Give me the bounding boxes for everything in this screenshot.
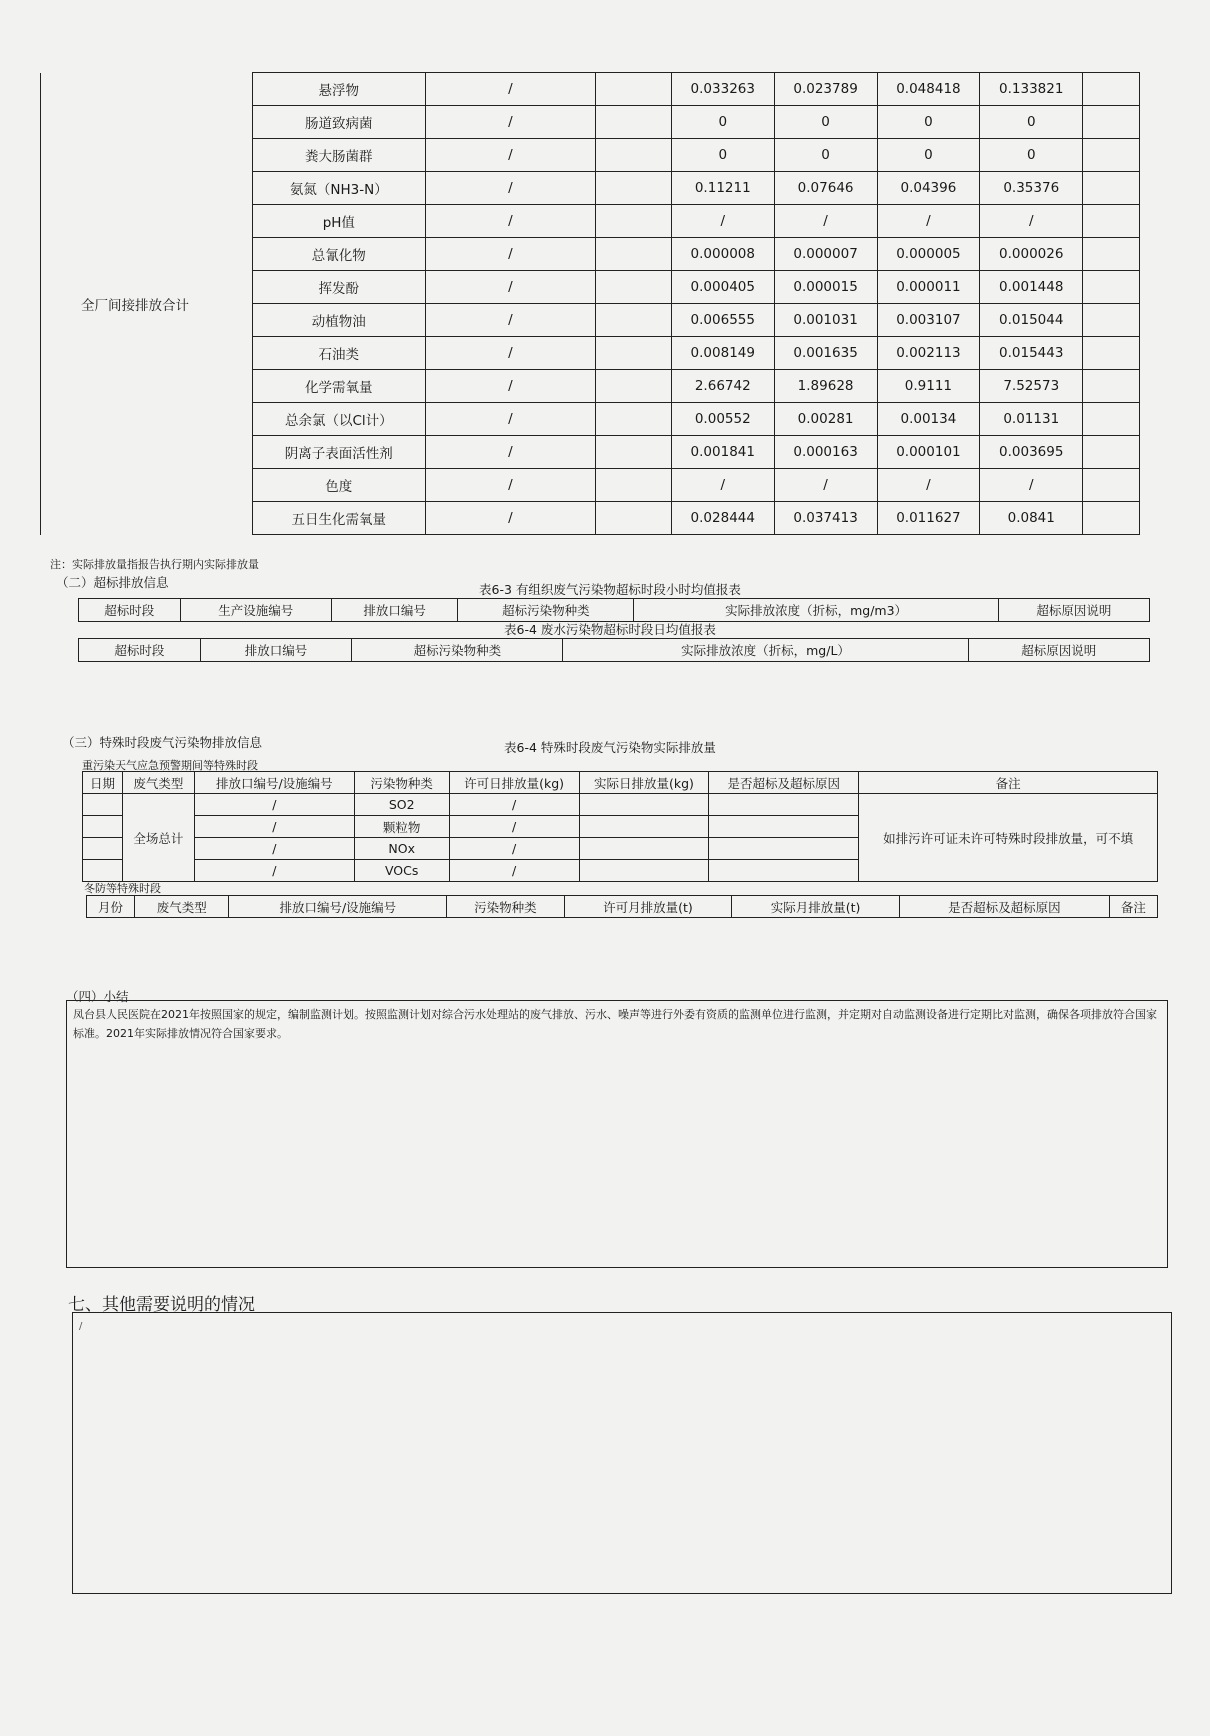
cell-v4: 0.133821 <box>980 73 1083 106</box>
cell-v2: 0.023789 <box>774 73 877 106</box>
column-header: 排放口编号 <box>331 599 457 622</box>
cell-gas-type: 全场总计 <box>122 794 194 882</box>
cell-col3 <box>596 436 672 469</box>
cell-col2: / <box>425 172 595 205</box>
column-header: 许可日排放量(kg) <box>449 772 579 794</box>
cell-date <box>83 816 123 838</box>
column-header: 污染物种类 <box>354 772 449 794</box>
cell-v5 <box>1083 403 1140 436</box>
cell-col2: / <box>425 337 595 370</box>
cell-col3 <box>596 205 672 238</box>
cell-v5 <box>1083 469 1140 502</box>
cell-v1: / <box>671 469 774 502</box>
special-period-sub2: 冬防等特殊时段 <box>84 882 161 895</box>
cell-col2: / <box>425 304 595 337</box>
cell-v3: 0.002113 <box>877 337 980 370</box>
other-notes-box <box>72 1312 1172 1594</box>
cell-col3 <box>596 172 672 205</box>
cell-v2: 0.07646 <box>774 172 877 205</box>
cell-name: 阴离子表面活性剂 <box>252 436 425 469</box>
cell-v4: 0.015044 <box>980 304 1083 337</box>
cell-v1: 0.028444 <box>671 502 774 535</box>
cell-col2: / <box>425 370 595 403</box>
column-header: 排放口编号 <box>200 639 352 662</box>
cell-v3: / <box>877 469 980 502</box>
cell-v2: 0.001635 <box>774 337 877 370</box>
cell-v1: 0.000405 <box>671 271 774 304</box>
cell-v3: 0.04396 <box>877 172 980 205</box>
column-header: 备注 <box>1109 896 1157 918</box>
cell-v2: 0.00281 <box>774 403 877 436</box>
cell-exceed <box>709 860 859 882</box>
cell-v1: 0.00552 <box>671 403 774 436</box>
column-header: 超标时段 <box>79 599 181 622</box>
cell-outlet: / <box>194 838 354 860</box>
cell-col2: / <box>425 139 595 172</box>
cell-actual <box>579 794 709 816</box>
column-header: 污染物种类 <box>447 896 564 918</box>
cell-v3: 0.000101 <box>877 436 980 469</box>
cell-v2: 0 <box>774 139 877 172</box>
column-header: 实际日排放量(kg) <box>579 772 709 794</box>
cell-v3: 0.9111 <box>877 370 980 403</box>
column-header: 月份 <box>87 896 135 918</box>
column-header: 生产设施编号 <box>180 599 331 622</box>
cell-v3: 0.048418 <box>877 73 980 106</box>
cell-col3 <box>596 502 672 535</box>
cell-v2: 0.000163 <box>774 436 877 469</box>
section4-title: （四）小结 <box>66 989 129 1004</box>
cell-col3 <box>596 304 672 337</box>
cell-v3: 0.00134 <box>877 403 980 436</box>
special-period-table <box>82 771 1158 882</box>
cell-v5 <box>1083 436 1140 469</box>
cell-permit: / <box>449 816 579 838</box>
cell-actual <box>579 816 709 838</box>
cell-v3: 0.000011 <box>877 271 980 304</box>
column-header: 超标污染物种类 <box>458 599 634 622</box>
cell-v1: 0.008149 <box>671 337 774 370</box>
table63 <box>78 598 1150 622</box>
cell-v3: 0.003107 <box>877 304 980 337</box>
cell-v4: 0.0841 <box>980 502 1083 535</box>
cell-col2: / <box>425 205 595 238</box>
cell-permit: / <box>449 794 579 816</box>
row-group-label: 全厂间接排放合计 <box>41 73 253 535</box>
other-notes-text: / <box>79 1321 83 1332</box>
cell-v4: 0.003695 <box>980 436 1083 469</box>
cell-name: 悬浮物 <box>252 73 425 106</box>
cell-permit: / <box>449 838 579 860</box>
cell-col2: / <box>425 106 595 139</box>
column-header: 实际排放浓度（折标，mg/L） <box>563 639 968 662</box>
cell-col2: / <box>425 469 595 502</box>
cell-pollutant: NOx <box>354 838 449 860</box>
cell-v4: 0.001448 <box>980 271 1083 304</box>
cell-name: 氨氮（NH3-N） <box>252 172 425 205</box>
cell-v4: / <box>980 205 1083 238</box>
cell-pollutant: 颗粒物 <box>354 816 449 838</box>
cell-v5 <box>1083 238 1140 271</box>
cell-name: 肠道致病菌 <box>252 106 425 139</box>
cell-v4: 0.01131 <box>980 403 1083 436</box>
table-row <box>83 794 1158 816</box>
cell-outlet: / <box>194 860 354 882</box>
table-row <box>41 73 1140 106</box>
header-row <box>83 772 1158 794</box>
cell-v3: / <box>877 205 980 238</box>
column-header: 备注 <box>859 772 1158 794</box>
cell-v4: 0.000026 <box>980 238 1083 271</box>
cell-v2: / <box>774 469 877 502</box>
column-header: 实际排放浓度（折标，mg/m3） <box>634 599 998 622</box>
table-note: 注：实际排放量指报告执行期内实际排放量 <box>50 558 259 571</box>
cell-outlet: / <box>194 794 354 816</box>
table63-caption: 表6-3 有组织废气污染物超标时段小时均值报表 <box>479 582 741 597</box>
column-header: 超标污染物种类 <box>352 639 563 662</box>
cell-name: 石油类 <box>252 337 425 370</box>
cell-v5 <box>1083 304 1140 337</box>
cell-v5 <box>1083 502 1140 535</box>
column-header: 是否超标及超标原因 <box>899 896 1109 918</box>
cell-col3 <box>596 271 672 304</box>
cell-name: 化学需氧量 <box>252 370 425 403</box>
cell-v2: 0.037413 <box>774 502 877 535</box>
cell-v3: 0.000005 <box>877 238 980 271</box>
cell-v1: 0.006555 <box>671 304 774 337</box>
column-header: 是否超标及超标原因 <box>709 772 859 794</box>
cell-col2: / <box>425 73 595 106</box>
cell-v3: 0 <box>877 139 980 172</box>
column-header: 许可月排放量(t) <box>564 896 732 918</box>
winter-period-table <box>86 895 1158 918</box>
cell-col2: / <box>425 238 595 271</box>
cell-date <box>83 838 123 860</box>
column-header: 超标时段 <box>79 639 201 662</box>
cell-pollutant: SO2 <box>354 794 449 816</box>
summary-text: 凤台县人民医院在2021年按照国家的规定，编制监测计划。按照监测计划对综合污水处理站的废气排放、污水、噪声等进行外委有资质的监测单位进行监测，并定期对自动监测设备进行定期比对监测，确保各项排放符合国家标准。2021年实际排放情况符合国家要求。 <box>73 1008 1157 1040</box>
cell-v5 <box>1083 139 1140 172</box>
cell-actual <box>579 860 709 882</box>
cell-v3: 0 <box>877 106 980 139</box>
cell-v1: 0.000008 <box>671 238 774 271</box>
cell-v4: 0.015443 <box>980 337 1083 370</box>
cell-v5 <box>1083 205 1140 238</box>
column-header: 废气类型 <box>135 896 229 918</box>
cell-v2: 1.89628 <box>774 370 877 403</box>
section2-title: （二）超标排放信息 <box>56 575 169 590</box>
table64 <box>78 638 1150 662</box>
cell-v5 <box>1083 370 1140 403</box>
cell-date <box>83 860 123 882</box>
cell-v5 <box>1083 106 1140 139</box>
column-header: 废气类型 <box>122 772 194 794</box>
cell-name: 总余氯（以Cl计） <box>252 403 425 436</box>
cell-col2: / <box>425 502 595 535</box>
cell-col3 <box>596 73 672 106</box>
cell-v4: 0.35376 <box>980 172 1083 205</box>
cell-actual <box>579 838 709 860</box>
cell-name: 色度 <box>252 469 425 502</box>
column-header: 排放口编号/设施编号 <box>194 772 354 794</box>
cell-col3 <box>596 403 672 436</box>
cell-v1: 0.001841 <box>671 436 774 469</box>
cell-col3 <box>596 106 672 139</box>
cell-v5 <box>1083 271 1140 304</box>
cell-remark: 如排污许可证未许可特殊时段排放量，可不填 <box>859 794 1158 882</box>
cell-name: pH值 <box>252 205 425 238</box>
column-header: 超标原因说明 <box>998 599 1149 622</box>
special-period-sub1: 重污染天气应急预警期间等特殊时段 <box>82 759 258 772</box>
cell-col3 <box>596 337 672 370</box>
cell-v1: 0.11211 <box>671 172 774 205</box>
cell-v2: / <box>774 205 877 238</box>
cell-v5 <box>1083 73 1140 106</box>
cell-exceed <box>709 816 859 838</box>
column-header: 超标原因说明 <box>968 639 1149 662</box>
cell-name: 动植物油 <box>252 304 425 337</box>
cell-name: 挥发酚 <box>252 271 425 304</box>
cell-col2: / <box>425 271 595 304</box>
cell-v4: 0 <box>980 139 1083 172</box>
cell-v2: 0.000007 <box>774 238 877 271</box>
cell-outlet: / <box>194 816 354 838</box>
cell-v1: 0 <box>671 106 774 139</box>
table64-caption: 表6-4 废水污染物超标时段日均值报表 <box>504 622 716 637</box>
cell-v1: 0.033263 <box>671 73 774 106</box>
cell-v5 <box>1083 172 1140 205</box>
cell-v4: / <box>980 469 1083 502</box>
cell-exceed <box>709 838 859 860</box>
cell-name: 总氰化物 <box>252 238 425 271</box>
cell-v3: 0.011627 <box>877 502 980 535</box>
column-header: 日期 <box>83 772 123 794</box>
cell-v1: 2.66742 <box>671 370 774 403</box>
cell-permit: / <box>449 860 579 882</box>
cell-v2: 0.000015 <box>774 271 877 304</box>
cell-col3 <box>596 238 672 271</box>
cell-v1: / <box>671 205 774 238</box>
cell-exceed <box>709 794 859 816</box>
cell-v4: 0 <box>980 106 1083 139</box>
cell-v5 <box>1083 337 1140 370</box>
summary-box <box>66 1000 1168 1268</box>
cell-name: 五日生化需氧量 <box>252 502 425 535</box>
cell-v2: 0.001031 <box>774 304 877 337</box>
section3-title: （三）特殊时段废气污染物排放信息 <box>62 735 263 750</box>
column-header: 实际月排放量(t) <box>732 896 900 918</box>
cell-v2: 0 <box>774 106 877 139</box>
cell-date <box>83 794 123 816</box>
cell-col3 <box>596 469 672 502</box>
cell-name: 粪大肠菌群 <box>252 139 425 172</box>
cell-col3 <box>596 139 672 172</box>
cell-pollutant: VOCs <box>354 860 449 882</box>
indirect-emission-table <box>40 72 1140 535</box>
cell-v1: 0 <box>671 139 774 172</box>
column-header: 排放口编号/设施编号 <box>229 896 447 918</box>
cell-col2: / <box>425 436 595 469</box>
cell-v4: 7.52573 <box>980 370 1083 403</box>
cell-col2: / <box>425 403 595 436</box>
table-special-caption: 表6-4 特殊时段废气污染物实际排放量 <box>504 740 716 755</box>
cell-col3 <box>596 370 672 403</box>
section7-title: 七、其他需要说明的情况 <box>68 1295 255 1315</box>
